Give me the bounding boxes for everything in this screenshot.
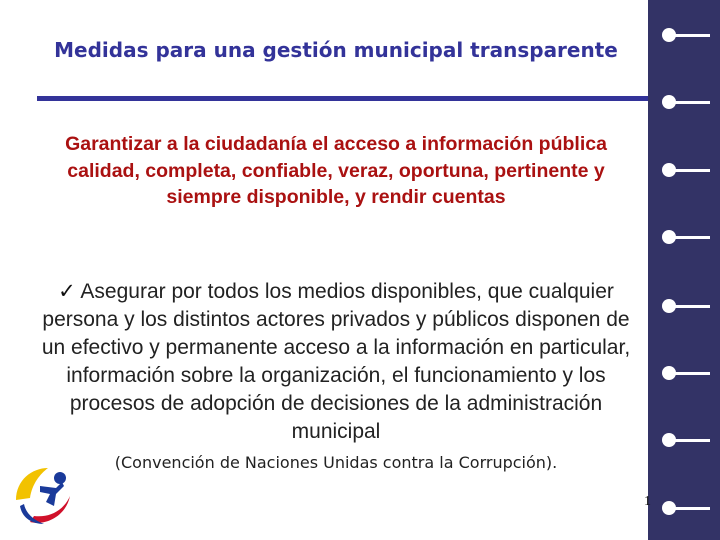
logo-yellow-arc	[16, 468, 48, 500]
slide-title: Medidas para una gestión municipal transparente	[54, 38, 618, 62]
sidebar-decoration	[648, 0, 720, 540]
page-number: 1	[644, 494, 651, 509]
checkmark-icon: ✓	[58, 280, 76, 303]
sidebar-dash-6	[674, 372, 710, 375]
logo-figure	[40, 482, 64, 506]
sidebar-dash-1	[674, 34, 710, 37]
bullet-paragraph	[36, 278, 636, 446]
logo-icon	[10, 462, 78, 528]
sidebar-dash-3	[674, 169, 710, 172]
sidebar-dash-8	[674, 507, 710, 510]
sidebar-dash-2	[674, 101, 710, 104]
bullet-text: Asegurar por todos los medios disponibles, que cualquier persona y los distintos actores privados y públicos disponen de un efectivo y permanente acceso a la información en particular, información sobre la organización, el funcionamiento y los procesos de adopción de decisiones de la administración municipal	[41, 280, 631, 443]
sidebar-dash-5	[674, 305, 710, 308]
logo-head	[54, 472, 66, 484]
title-divider	[37, 96, 651, 101]
lead-paragraph: Garantizar a la ciudadanía el acceso a información pública calidad, completa, confiable, veraz, oportuna, pertinente y siempre disponible, y rendir cuentas	[65, 133, 607, 208]
sidebar-dash-7	[674, 439, 710, 442]
citation-text: (Convención de Naciones Unidas contra la Corrupción).	[114, 453, 558, 472]
sidebar-dash-4	[674, 236, 710, 239]
